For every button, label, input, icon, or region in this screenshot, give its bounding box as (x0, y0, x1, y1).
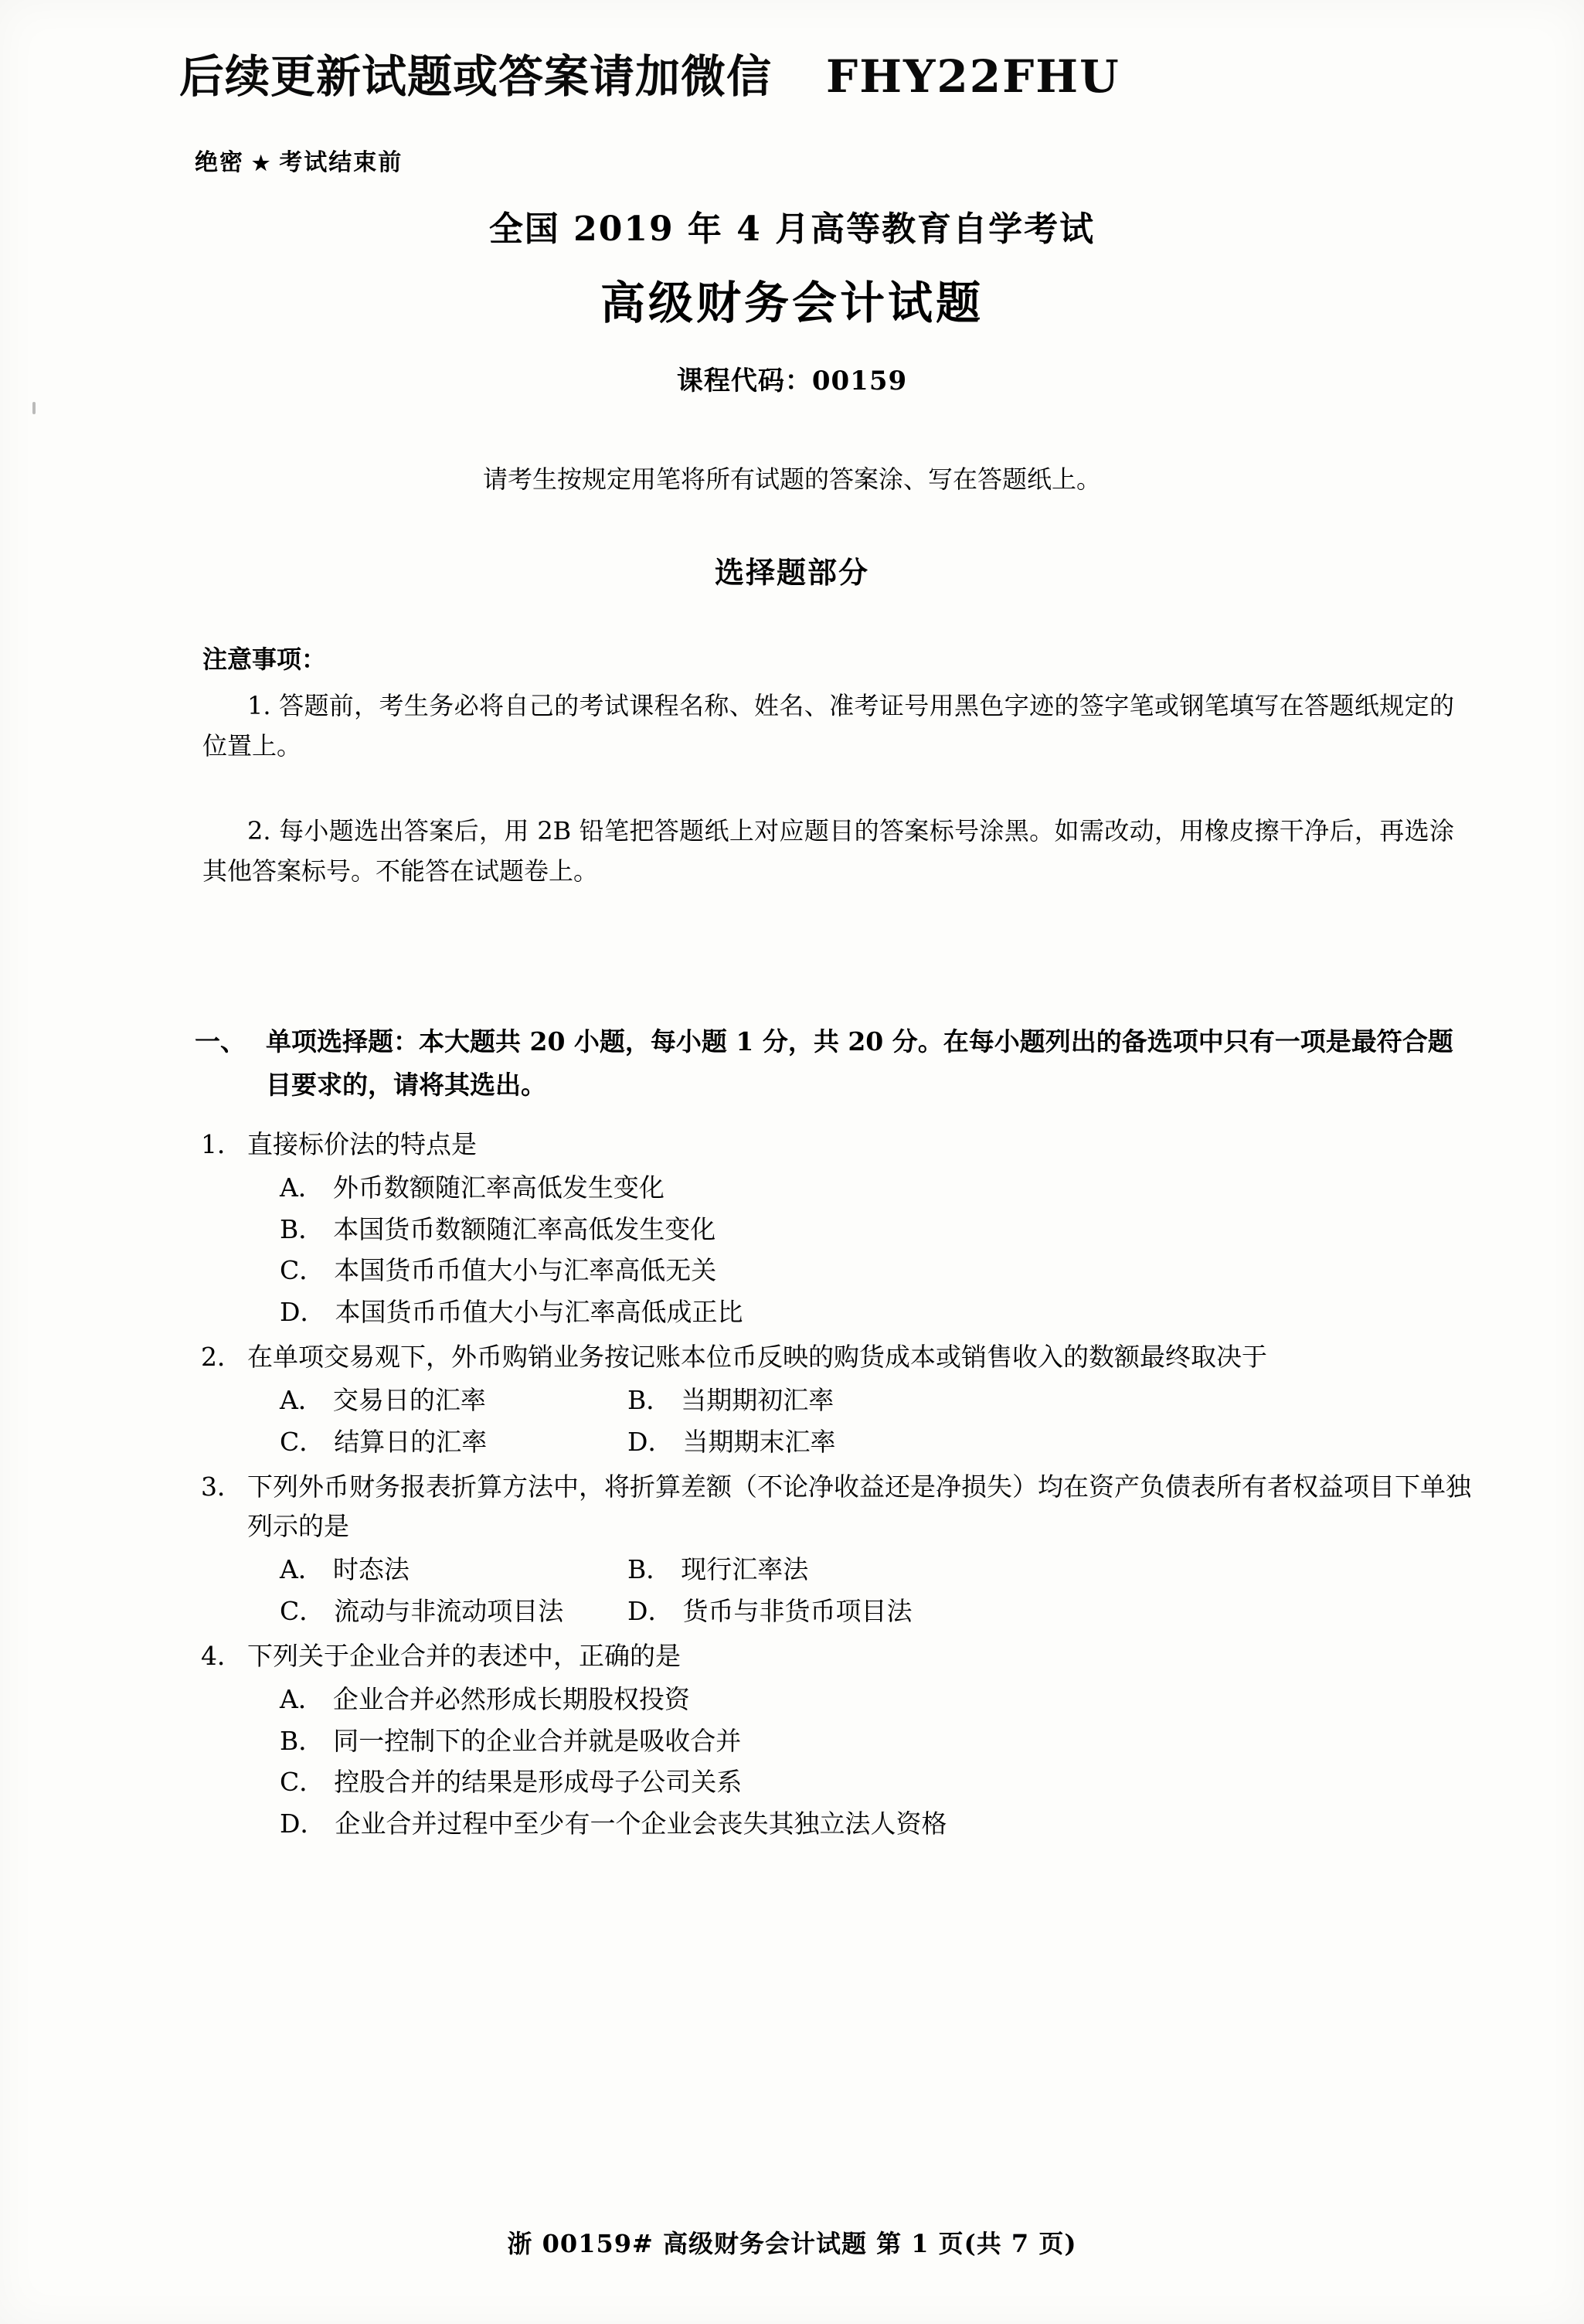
option-row (280, 1761, 1477, 1802)
option-d[interactable] (627, 1421, 835, 1462)
option-label: D． (627, 1595, 674, 1626)
exam-title: 全国 2019 年 4 月高等教育自学考试 (488, 209, 1096, 249)
option-list (280, 1679, 1477, 1844)
option-row (280, 1380, 1477, 1421)
option-text: 当期期末汇率 (682, 1426, 836, 1457)
question-stem: 下列关于企业合并的表述中，正确的是 (247, 1641, 681, 1672)
confidential-line (195, 143, 403, 177)
big-question-heading (195, 1020, 1470, 1107)
question-head (195, 1467, 1477, 1546)
option-d[interactable] (280, 1803, 947, 1844)
option-text: 本国货币币值大小与汇率高低无关 (334, 1255, 717, 1286)
option-label: B． (627, 1554, 672, 1585)
note-item-1-text: 1. 答题前，考生务必将自己的考试课程名称、姓名、准考证号用黑色字迹的签字笔或钢笔填写在答题纸规定的位置上。 (202, 691, 1454, 760)
option-text: 结算日的汇率 (334, 1426, 488, 1457)
question-stem: 直接标价法的特点是 (247, 1129, 477, 1159)
option-label: A． (280, 1385, 324, 1416)
page-footer: 浙 00159# 高级财务会计试题 第 1 页(共 7 页) (507, 2229, 1077, 2258)
notes-label: 注意事项： (202, 645, 327, 674)
question-head (195, 1125, 1477, 1164)
option-text: 企业合并过程中至少有一个企业会丧失其独立法人资格 (335, 1808, 947, 1839)
big-question-number: 一、 (195, 1026, 246, 1057)
option-text: 企业合并必然形成长期股权投资 (332, 1684, 690, 1715)
question-list (195, 1125, 1477, 1849)
paper-title: 高级财务会计试题 (600, 277, 984, 329)
option-text: 外币数额随汇率高低发生变化 (332, 1172, 665, 1203)
question-item (195, 1337, 1477, 1462)
option-c[interactable] (280, 1250, 716, 1291)
confidential-prefix: 绝密 (195, 149, 244, 176)
option-label: C． (280, 1426, 325, 1457)
option-b[interactable] (280, 1209, 716, 1250)
option-label: A． (280, 1172, 324, 1203)
question-stem: 下列外币财务报表折算方法中，将折算差额（不论净收益还是净损失）均在资产负债表所有者权益项目下单独列示的是 (247, 1472, 1471, 1542)
section-heading: 选择题部分 (714, 555, 869, 590)
option-label: C． (280, 1255, 325, 1286)
option-a[interactable] (280, 1167, 665, 1208)
option-label: C． (280, 1595, 325, 1626)
question-number: 1． (201, 1129, 243, 1159)
option-label: B． (280, 1725, 325, 1756)
watermark-text: 后续更新试题或答案请加微信 (179, 50, 773, 103)
option-label: B． (280, 1213, 325, 1244)
big-question-text: 单项选择题：本大题共 20 小题，每小题 1 分，共 20 分。在每小题列出的备选项中只有一项是最符合题目要求的，请将其选出。 (266, 1026, 1453, 1101)
option-row (280, 1421, 1477, 1462)
option-d[interactable] (627, 1591, 912, 1632)
option-label: C． (280, 1767, 325, 1798)
option-row (280, 1549, 1477, 1590)
watermark-code: FHY22FHU (826, 50, 1120, 103)
scan-edge-artifact (32, 402, 36, 414)
option-text: 交易日的汇率 (332, 1385, 486, 1416)
answer-sheet-instruction: 请考生按规定用笔将所有试题的答案涂、写在答题纸上。 (482, 464, 1101, 494)
option-a[interactable] (280, 1679, 690, 1720)
option-b[interactable] (280, 1720, 741, 1761)
question-number: 2． (201, 1341, 243, 1372)
note-item-1 (202, 686, 1454, 767)
option-label: A． (280, 1554, 324, 1585)
option-text: 流动与非流动项目法 (334, 1595, 564, 1626)
option-label: D． (280, 1808, 326, 1839)
option-list (280, 1380, 1477, 1462)
confidential-suffix: 考试结束前 (279, 149, 403, 176)
option-row (280, 1591, 1477, 1632)
wechat-watermark (179, 40, 1493, 105)
option-row (280, 1209, 1477, 1250)
course-code: 课程代码：00159 (676, 366, 908, 396)
option-text: 现行汇率法 (681, 1554, 809, 1585)
option-text: 同一控制下的企业合并就是吸收合并 (333, 1725, 742, 1756)
star-icon: ★ (252, 152, 272, 175)
question-stem: 在单项交易观下，外币购销业务按记账本位币反映的购货成本或销售收入的数额最终取决于 (247, 1341, 1267, 1372)
question-number: 3． (201, 1472, 243, 1502)
option-label: D． (280, 1296, 326, 1327)
option-c[interactable] (280, 1761, 742, 1802)
option-a[interactable] (280, 1549, 627, 1590)
question-item (195, 1636, 1477, 1844)
option-text: 货币与非货币项目法 (682, 1595, 913, 1626)
option-c[interactable] (280, 1421, 627, 1462)
option-text: 时态法 (332, 1554, 410, 1585)
option-text: 当期期初汇率 (681, 1385, 834, 1416)
question-head (195, 1636, 1477, 1676)
option-row (280, 1803, 1477, 1844)
option-list (280, 1549, 1477, 1632)
option-d[interactable] (280, 1291, 743, 1332)
option-text: 本国货币数额随汇率高低发生变化 (333, 1213, 716, 1244)
option-a[interactable] (280, 1380, 627, 1421)
option-text: 本国货币币值大小与汇率高低成正比 (335, 1296, 743, 1327)
option-label: D． (627, 1426, 674, 1457)
option-row (280, 1291, 1477, 1332)
option-list (280, 1167, 1477, 1332)
question-number: 4． (201, 1641, 243, 1672)
note-item-2-text: 2. 每小题选出答案后，用 2B 铅笔把答题纸上对应题目的答案标号涂黑。如需改动，用橡皮擦干净后，再选涂其他答案标号。不能答在试题卷上。 (202, 816, 1454, 886)
option-label: A． (280, 1684, 324, 1715)
question-item (195, 1467, 1477, 1632)
option-b[interactable] (627, 1549, 808, 1590)
option-row (280, 1167, 1477, 1208)
option-row (280, 1720, 1477, 1761)
question-head (195, 1337, 1477, 1376)
option-c[interactable] (280, 1591, 627, 1632)
option-b[interactable] (627, 1380, 834, 1421)
question-item (195, 1125, 1477, 1332)
option-text: 控股合并的结果是形成母子公司关系 (334, 1767, 743, 1798)
option-label: B． (627, 1385, 672, 1416)
option-row (280, 1679, 1477, 1720)
option-row (280, 1250, 1477, 1291)
note-item-2 (202, 812, 1454, 892)
